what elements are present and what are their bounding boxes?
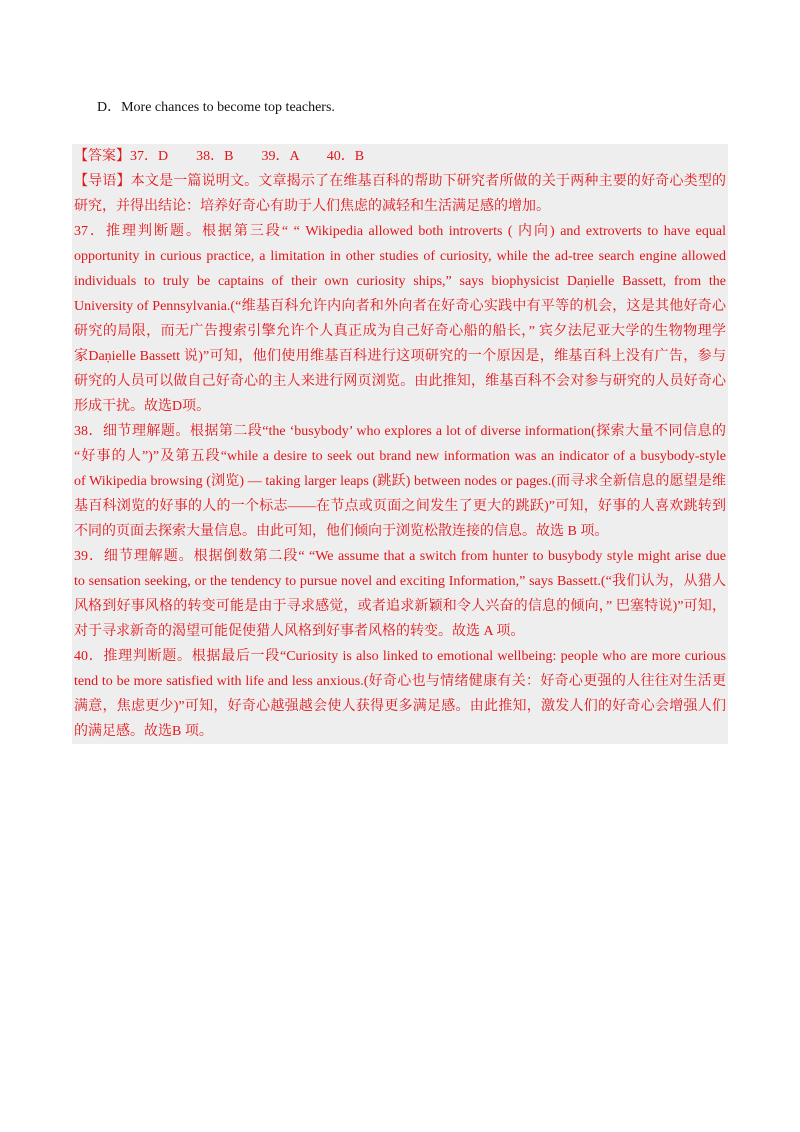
q37-line: 家Daṇielle Bassett 说)”可知，他们使用维基百科进行这项研究的一个原因是，维基百科上没有广告，参与	[74, 349, 726, 364]
q39-line: 39．细节理解题。根据倒数第二段“ “We assume that a switch from hunter to busybody style might arise due	[74, 549, 726, 564]
q37-line: University of Pennsylvania.(“维基百科允许内向者和外向者在好奇心实践中有平等的机会，这是其他好奇心	[74, 299, 726, 314]
guide-line: 【导语】本文是一篇说明文。文章揭示了在维基百科的帮助下研究者所做的关于两种主要的好奇心类型的	[74, 174, 726, 189]
q37-line: 研究的人员可以做自己好奇心的主人来进行网页浏览。由此推知，维基百科不会对参与研究的人员好奇心	[74, 374, 726, 389]
q39-line: 对于寻求新奇的渴望可能促使猎人风格到好事者风格的转变。故选 A 项。	[74, 624, 525, 639]
q38-line: “好事的人”)”及第五段“while a desire to seek out brand new information was an indicator of a busybody-style	[74, 449, 726, 464]
q38-line: of Wikipedia browsing (浏览) — taking larger leaps (跳跃) between nodes or pages.(而寻求全新信息的愿望是维	[74, 474, 726, 489]
q37-line: individuals to truly be captains of their own curiosity ships,” says biophysicist Daṇielle Bassett, from the	[74, 274, 726, 289]
answer-key-line: 【答案】37．D 38．B 39．A 40．B	[74, 149, 365, 164]
q37-line: opportunity in curious practice, a limitation in other studies of curiosity, while the ad-tree search engine allowed	[74, 249, 726, 264]
q38-line: 不同的页面去探索大量信息。由此可知，他们倾向于浏览松散连接的信息。故选 B 项。	[74, 524, 609, 539]
q37-line: 37．推理判断题。根据第三段“ “ Wikipedia allowed both introverts ( 内向) and extroverts to have equal	[74, 224, 726, 239]
option-d-text: D．More chances to become top teachers.	[97, 100, 335, 115]
q38-line: 基百科浏览的好事的人的一个标志——在节点或页面之间发生了更大的跳跃)”可知，好事的人喜欢跳转到	[74, 499, 726, 514]
guide-line: 研究，并得出结论：培养好奇心有助于人们焦虑的减轻和生活满足感的增加。	[74, 199, 550, 214]
q40-line: 满意，焦虑更少)”可知，好奇心越强越会使人获得更多满足感。由此推知，激发人们的好奇心会增强人们	[74, 699, 726, 714]
q40-line: 40．推理判断题。根据最后一段“Curiosity is also linked to emotional wellbeing: people who are more curious	[74, 649, 726, 664]
q37-line: 形成干扰。故选D项。	[74, 399, 211, 414]
q40-line: tend to be more satisfied with life and less anxious.(好奇心也与情绪健康有关：好奇心更强的人往往对生活更	[74, 674, 726, 689]
q40-line: 的满足感。故选B 项。	[74, 724, 213, 739]
q39-line: to sensation seeking, or the tendency to pursue novel and exciting Information,” says Bassett.(“我们认为，从猎人	[74, 574, 726, 589]
q37-line: 研究的局限，而无广告搜索引擎允许个人真正成为自己好奇心船的船长，” 宾夕法尼亚大学的生物物理学	[74, 324, 726, 339]
q39-line: 风格到好事风格的转变可能是由于寻求感觉，或者追求新颖和令人兴奋的信息的倾向，” 巴塞特说)”可知，	[74, 599, 726, 614]
q38-line: 38．细节理解题。根据第二段“the ‘busybody’ who explores a lot of diverse information(探索大量不同信息的	[74, 424, 726, 439]
